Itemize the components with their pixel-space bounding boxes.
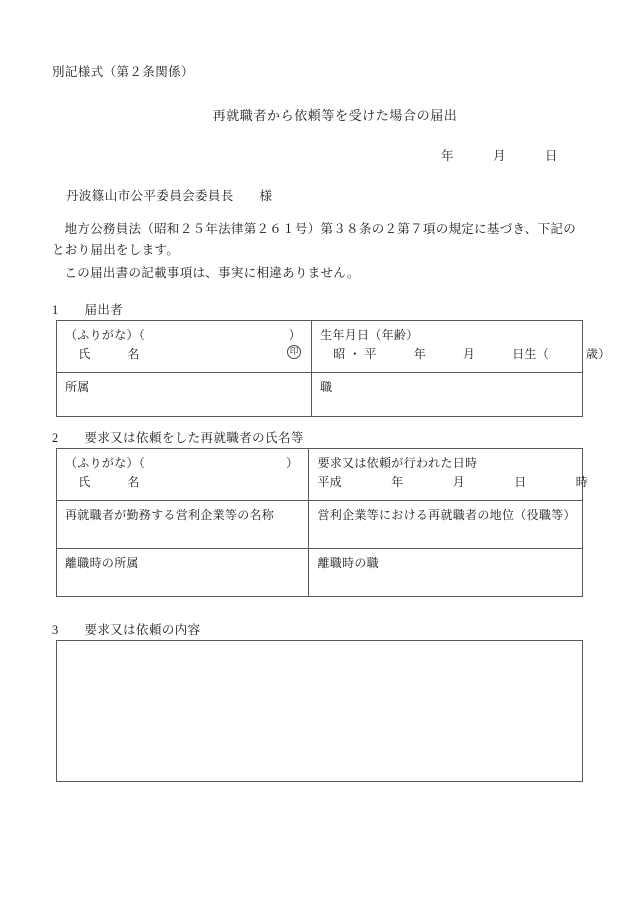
furigana-row	[65, 454, 300, 473]
former-affiliation-label: 離職時の所属	[65, 556, 139, 570]
name-label: 氏 名	[78, 475, 140, 489]
body-text	[52, 219, 582, 284]
furigana-label: （ふりがな）（	[65, 328, 146, 342]
table-row	[57, 501, 583, 549]
table-row	[57, 373, 583, 417]
affiliation-label: 所属	[65, 380, 90, 394]
furigana-close-paren: ）	[286, 456, 299, 470]
addressee-line: 丹波篠山市公平委員会委員長 様	[66, 189, 273, 203]
company-label: 再就職者が勤務する営利企業等の名称	[65, 508, 275, 522]
birthdate-label: 生年月日（年齢）	[320, 328, 419, 342]
cell-reemployed-name[interactable]	[57, 449, 309, 501]
cell-declarant-affiliation[interactable]	[57, 373, 312, 417]
paragraph-declaration: この届出書の記載事項は、事実に相違ありません。	[64, 266, 360, 280]
cell-request-datetime[interactable]	[309, 449, 589, 501]
furigana-label: （ふりがな）（	[65, 456, 146, 470]
cell-declarant-position[interactable]	[312, 373, 583, 417]
date-line: 年 月 日	[440, 149, 558, 163]
cell-former-affiliation[interactable]	[57, 549, 309, 597]
datetime-label: 要求又は依頼が行われた日時	[317, 456, 478, 470]
cell-former-position[interactable]	[309, 549, 583, 597]
table-declarant	[56, 320, 611, 417]
table-row	[57, 321, 583, 373]
birthdate-entry-line: 昭 ・ 平 年 月 日生（ 歳）	[333, 347, 611, 361]
cell-company-rank[interactable]	[309, 501, 583, 549]
cell-declarant-birthdate[interactable]	[312, 321, 611, 373]
rank-label: 営利企業等における再就職者の地位（役職等）	[317, 508, 576, 522]
cell-company-name[interactable]	[57, 501, 309, 549]
former-position-label: 離職時の職	[317, 556, 379, 570]
table-row	[57, 449, 583, 501]
section-heading-request-content: 3 要求又は依頼の内容	[52, 623, 201, 637]
furigana-row	[65, 326, 303, 345]
page-title: 再就職者から依頼等を受けた場合の届出	[212, 108, 458, 123]
request-content-textarea[interactable]	[56, 640, 583, 782]
form-code: 別記様式（第２条関係）	[52, 65, 194, 79]
datetime-entry-line: 平成 年 月 日 時	[317, 475, 589, 489]
paragraph-legal-basis: 地方公務員法（昭和２５年法律第２６１号）第３８条の２第７項の規定に基づき、下記のとおり届出をします。	[52, 222, 577, 257]
table-row	[57, 549, 583, 597]
section-heading-reemployed: 2 要求又は依頼をした再就職者の氏名等	[52, 431, 304, 445]
section-heading-declarant: 1 届出者	[52, 303, 124, 317]
cell-declarant-name[interactable]	[57, 321, 312, 373]
name-row	[65, 345, 303, 364]
name-label: 氏 名	[78, 347, 140, 361]
furigana-close-paren: ）	[288, 328, 302, 342]
table-reemployed	[56, 448, 589, 597]
seal-icon: 印	[287, 345, 301, 359]
position-label: 職	[320, 380, 333, 394]
